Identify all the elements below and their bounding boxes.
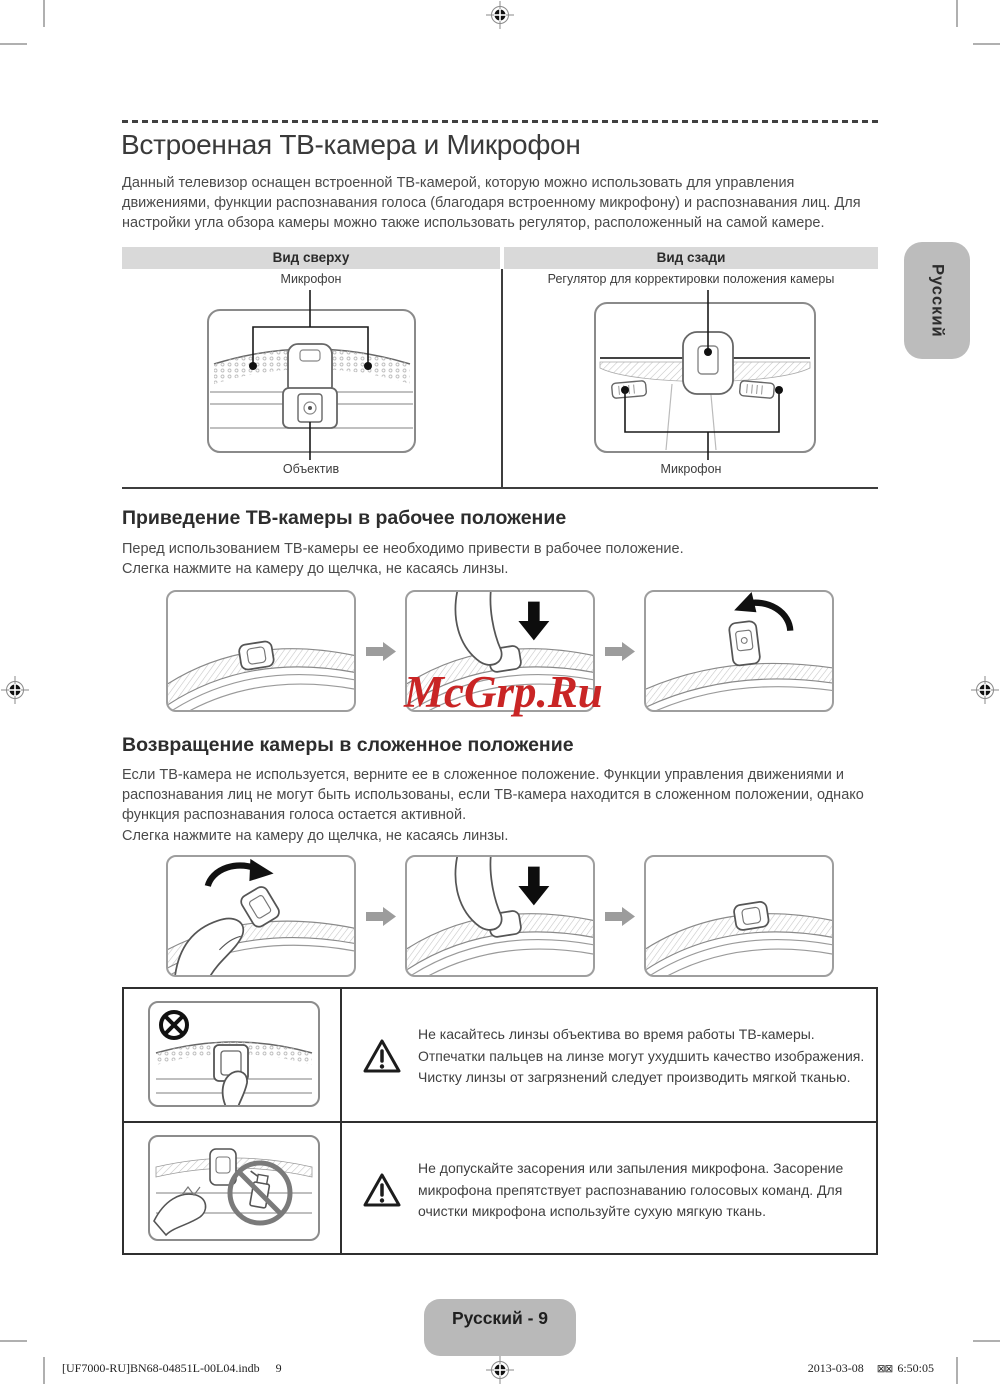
no-spray-microphone-illustration [148, 1135, 320, 1241]
view-rear-header: Вид сзади [504, 247, 878, 269]
caution-table-divider [124, 1121, 876, 1123]
crop-mark [0, 1340, 27, 1342]
deploy-line-1: Перед использованием ТВ-камеры ее необходимо привести в рабочее положение. [122, 541, 684, 557]
step-arrow [595, 907, 644, 926]
callout-label-microphone-top: Микрофон [280, 272, 342, 286]
no-touch-lens-illustration [148, 1001, 320, 1107]
language-side-tab [904, 242, 970, 359]
tv-top-view-diagram [122, 284, 500, 464]
caution-text-microphone: Не допускайте засорения или запыления микрофона. Засорение микрофона препятствует распознаванию голосовых команд. Для очистки микрофона используйте сухую мягкую ткань. [418, 1160, 844, 1219]
registration-mark-icon [486, 1, 514, 29]
stow-step-3-panel [644, 855, 834, 977]
crop-mark [0, 43, 27, 45]
section-stow-heading: Возвращение камеры в сложенное положение [122, 734, 574, 756]
table-bottom-border [122, 487, 878, 489]
callout-label-lens: Объектив [282, 462, 340, 476]
deploy-step-1-panel [166, 590, 356, 712]
print-file-name: [UF7000-RU]BN68-04851L-00L04.indb [62, 1361, 260, 1375]
right-arrow-icon [366, 907, 396, 926]
crop-mark [43, 0, 45, 27]
right-arrow-icon [605, 907, 635, 926]
registration-mark-icon [486, 1356, 514, 1384]
crop-mark [43, 1357, 45, 1384]
step-arrow [356, 907, 405, 926]
print-sheet-number: 9 [275, 1361, 282, 1375]
stow-step-2-panel [405, 855, 595, 977]
dashed-rule [122, 120, 879, 123]
callout-label-microphone-bottom: Микрофон [660, 462, 722, 476]
section-deploy-heading: Приведение ТВ-камеры в рабочее положение [122, 507, 567, 529]
tv-rear-view-diagram [504, 284, 878, 464]
intro-paragraph: Данный телевизор оснащен встроенной ТВ-камерой, которую можно использовать для управления движениями, функции распознавания голоса (благодаря встроенному микрофону) и распознавания лиц. Для настройки угла обзора камеры можно также использовать регулятор, расположенный на самой камере. [122, 175, 861, 231]
deploy-line-2: Слегка нажмите на камеру до щелчка, не касаясь линзы. [122, 561, 509, 577]
page-number-tab: Русский - 9 [424, 1299, 576, 1356]
print-date: 2013-03-08 [807, 1361, 864, 1375]
caution-text-lens: Не касайтесь линзы объектива во время работы ТВ-камеры. Отпечатки пальцев на линзе могут ухудшить качество изображения. Чистку линзы от загрязнений следует производить мягкой тканью. [418, 1026, 865, 1085]
stow-line-2: Слегка нажмите на камеру до щелчка, не касаясь линзы. [122, 828, 509, 844]
page-title: Встроенная ТВ-камера и Микрофон [121, 129, 581, 160]
print-date-time [808, 1361, 934, 1376]
crop-mark [973, 43, 1000, 45]
right-arrow-icon [605, 642, 635, 661]
view-top-header: Вид сверху [122, 247, 500, 269]
warning-triangle-icon [362, 1038, 402, 1074]
watermark: McGrp.Ru [404, 667, 603, 717]
stow-steps-row [166, 855, 834, 977]
print-time: 6:50:05 [897, 1361, 934, 1375]
stow-step-1-panel [166, 855, 356, 977]
crop-mark [956, 1357, 958, 1384]
registration-mark-icon [1, 676, 29, 704]
table-column-divider [501, 269, 503, 488]
tofu-box-glyphs: ⊠⊠ [876, 1363, 893, 1375]
print-file-info [62, 1361, 282, 1376]
registration-mark-icon [971, 676, 999, 704]
crop-mark [973, 1340, 1000, 1342]
right-arrow-icon [366, 642, 396, 661]
step-arrow [356, 642, 405, 661]
callout-label-camera-adjuster: Регулятор для корректировки положения камеры [547, 272, 835, 286]
crop-mark [956, 0, 958, 27]
deploy-step-3-panel [644, 590, 834, 712]
stow-paragraph: Если ТВ-камера не используется, верните ее в сложенное положение. Функции управления движениями и распознавания лиц не могут быть использованы, если ТВ-камера находится в сложенном положении, однако функция распознавания голоса остается активной. [122, 767, 864, 823]
step-arrow [595, 642, 644, 661]
caution-table [122, 987, 878, 1255]
warning-triangle-icon [362, 1172, 402, 1208]
language-side-tab-label: Русский [928, 263, 947, 338]
